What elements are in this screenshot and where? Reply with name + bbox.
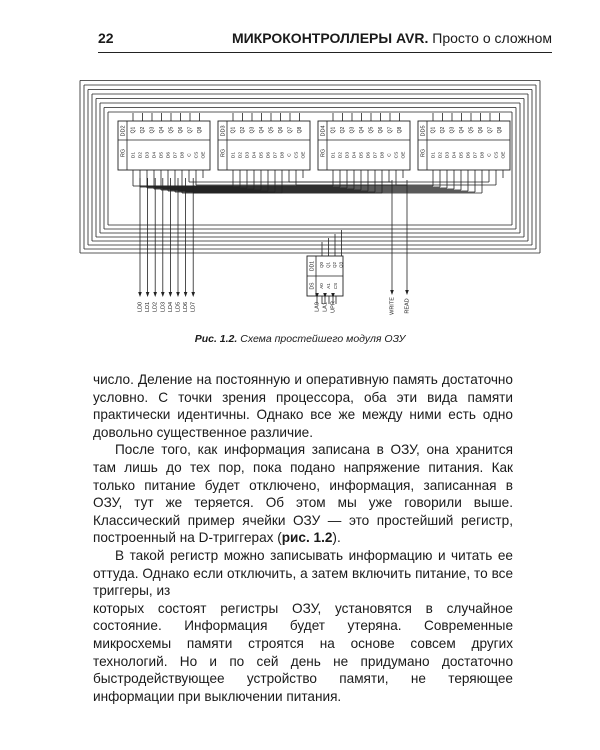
address-line-label: UPR xyxy=(330,301,337,313)
input-pin-label: D8 xyxy=(280,151,286,159)
data-line-label: LD3 xyxy=(160,301,167,313)
decoder-output-label: Q3 xyxy=(338,261,344,269)
decoder-input-label: A0 xyxy=(319,283,325,289)
output-pin-label: Q1 xyxy=(130,126,137,134)
output-pin-label: Q7 xyxy=(187,126,194,134)
output-pin-label: Q2 xyxy=(439,126,446,134)
input-pin-label: CS xyxy=(194,151,200,159)
control-line-label: READ xyxy=(404,298,411,314)
input-pin-label: D8 xyxy=(480,151,486,159)
address-line-label: LA0 xyxy=(314,302,321,312)
output-pin-label: Q3 xyxy=(249,126,256,134)
data-line-label: LD0 xyxy=(137,301,144,313)
input-pin-label: D6 xyxy=(166,151,172,159)
input-pin-label: D2 xyxy=(438,151,444,159)
input-pin-label: D7 xyxy=(473,151,479,159)
input-pin-label: D5 xyxy=(359,151,365,159)
control-line-arrow xyxy=(405,290,409,295)
output-pin-label: Q2 xyxy=(339,126,346,134)
figure-caption xyxy=(0,333,600,345)
decoder-function: DS xyxy=(309,282,316,290)
output-pin-label: Q8 xyxy=(496,126,503,134)
output-pin-label: Q8 xyxy=(296,126,303,134)
control-line-arrow xyxy=(390,290,394,295)
data-line-label: LD4 xyxy=(167,301,174,313)
output-pin-label: Q7 xyxy=(287,126,294,134)
page-number: 22 xyxy=(98,30,114,46)
book-subtitle: Просто о сложном xyxy=(432,30,552,46)
output-pin-label: Q4 xyxy=(358,126,365,134)
chip-function: RG xyxy=(320,148,327,158)
paragraph-3-continuation: которых состоят регистры ОЗУ, установятся в случайное состояние. Информация будет утеряна. Современные микросхемы памяти строятся на основе совсем других технологий. Но и по сей день не придумано достаточно быстродействующее устройство памяти, не теряющее информации при выключении питания. xyxy=(93,600,513,704)
data-line-label: LD1 xyxy=(145,301,152,313)
chip-function: RG xyxy=(420,148,427,158)
ram-module-schematic xyxy=(0,60,600,330)
output-pin-label: Q5 xyxy=(468,126,475,134)
paragraph-1: число. Деление на постоянную и оперативную память достаточно условно. С точки зрения процессора, оба эти вида памяти практически идентичны. Однако все же между ними есть одно довольно существенное различие. xyxy=(93,372,513,440)
paragraph-2-end: ). xyxy=(332,530,341,546)
input-pin-label: OE xyxy=(501,151,507,159)
decoder-input-label: A1 xyxy=(326,283,332,289)
input-pin-label: CS xyxy=(394,151,400,159)
input-pin-label: D3 xyxy=(245,151,251,159)
input-pin-label: D7 xyxy=(373,151,379,159)
book-title: МИКРОКОНТРОЛЛЕРЫ AVR. xyxy=(231,30,429,46)
data-line-label: LD2 xyxy=(152,301,159,313)
input-pin-label: D4 xyxy=(452,151,458,159)
output-pin-label: Q5 xyxy=(268,126,275,134)
data-line-label: LD7 xyxy=(190,301,197,313)
paragraph-2-text: После того, как информация записана в ОЗУ, она хранится там лишь до тех пор, пока подано напряжение питания. Как только питание будет отключено, информация, записанная в ОЗУ, тут же теряется. Об этом мы уже говорили выше. Классический пример ячейки ОЗУ — это простейший регистр, построенный на D-триггерах ( xyxy=(93,442,513,546)
data-line-arrow xyxy=(191,292,195,297)
output-pin-label: Q1 xyxy=(330,126,337,134)
output-pin-label: Q5 xyxy=(168,126,175,134)
decoder-output-label: Q2 xyxy=(332,261,338,269)
output-pin-label: Q3 xyxy=(449,126,456,134)
decoder-name: DD1 xyxy=(309,260,316,272)
address-line-label: LA1 xyxy=(322,302,329,312)
input-pin-label: C xyxy=(187,153,193,157)
output-pin-label: Q6 xyxy=(277,126,284,134)
input-pin-label: D8 xyxy=(180,151,186,159)
input-pin-label: C xyxy=(387,153,393,157)
data-line-arrow xyxy=(153,292,157,297)
paragraph-2 xyxy=(93,441,513,547)
input-pin-label: CS xyxy=(294,151,300,159)
body-text xyxy=(93,371,513,705)
input-pin-label: D4 xyxy=(252,151,258,159)
input-pin-label: D5 xyxy=(259,151,265,159)
output-pin-label: Q6 xyxy=(177,126,184,134)
output-pin-label: Q8 xyxy=(396,126,403,134)
input-pin-label: OE xyxy=(401,151,407,159)
input-pin-label: D6 xyxy=(366,151,372,159)
input-pin-label: D8 xyxy=(380,151,386,159)
chip-function: RG xyxy=(220,148,227,158)
page-header xyxy=(98,30,552,53)
input-pin-label: D1 xyxy=(331,151,337,159)
output-pin-label: Q3 xyxy=(349,126,356,134)
output-pin-label: Q6 xyxy=(377,126,384,134)
output-pin-label: Q2 xyxy=(239,126,246,134)
input-pin-label: D6 xyxy=(466,151,472,159)
output-pin-label: Q4 xyxy=(158,126,165,134)
data-line-label: LD5 xyxy=(175,301,182,313)
data-line-arrow xyxy=(169,292,173,297)
input-pin-label: CS xyxy=(494,151,500,159)
output-pin-label: Q2 xyxy=(139,126,146,134)
input-pin-label: OE xyxy=(201,151,207,159)
output-pin-label: Q7 xyxy=(487,126,494,134)
chip-name: DD2 xyxy=(120,125,127,137)
output-pin-label: Q7 xyxy=(387,126,394,134)
input-pin-label: D4 xyxy=(152,151,158,159)
input-pin-label: D7 xyxy=(273,151,279,159)
output-pin-label: Q8 xyxy=(196,126,203,134)
input-pin-label: D7 xyxy=(173,151,179,159)
input-pin-label: D2 xyxy=(238,151,244,159)
output-pin-label: Q6 xyxy=(477,126,484,134)
figure-reference: рис. 1.2 xyxy=(281,530,333,546)
output-pin-label: Q5 xyxy=(368,126,375,134)
input-pin-label: D6 xyxy=(266,151,272,159)
data-line-arrow xyxy=(138,292,142,297)
chip-function: RG xyxy=(120,148,127,158)
data-line-arrow xyxy=(176,292,180,297)
input-pin-label: D5 xyxy=(159,151,165,159)
running-title xyxy=(232,30,552,46)
input-pin-label: D1 xyxy=(131,151,137,159)
input-pin-label: D2 xyxy=(138,151,144,159)
input-pin-label: D1 xyxy=(431,151,437,159)
input-pin-label: OE xyxy=(301,151,307,159)
chip-name: DD3 xyxy=(220,125,227,137)
input-pin-label: D2 xyxy=(338,151,344,159)
input-pin-label: C xyxy=(487,153,493,157)
data-line-arrow xyxy=(146,292,150,297)
paragraph-3: В такой регистр можно записывать информацию и читать ее оттуда. Однако если отключить, а затем включить питание, то все триггеры, из xyxy=(93,547,513,599)
input-pin-label: D3 xyxy=(345,151,351,159)
data-line-arrow xyxy=(161,292,165,297)
data-line-arrow xyxy=(184,292,188,297)
decoder-input-label: CS xyxy=(333,282,339,290)
input-pin-label: D1 xyxy=(231,151,237,159)
output-pin-label: Q1 xyxy=(430,126,437,134)
figure-caption-label: Рис. 1.2. xyxy=(194,333,238,345)
data-line-label: LD6 xyxy=(183,301,190,313)
output-pin-label: Q3 xyxy=(149,126,156,134)
output-pin-label: Q1 xyxy=(230,126,237,134)
input-pin-label: D4 xyxy=(352,151,358,159)
chip-name: DD5 xyxy=(420,125,427,137)
input-pin-label: D5 xyxy=(459,151,465,159)
chip-name: DD4 xyxy=(320,125,327,137)
input-pin-label: D3 xyxy=(445,151,451,159)
decoder-output-label: Q0 xyxy=(319,261,325,269)
decoder-output-label: Q1 xyxy=(325,261,331,269)
control-line-label: WRITE xyxy=(389,297,396,315)
figure-caption-text: Схема простейшего модуля ОЗУ xyxy=(240,333,406,345)
output-pin-label: Q4 xyxy=(258,126,265,134)
input-pin-label: D3 xyxy=(145,151,151,159)
output-pin-label: Q4 xyxy=(458,126,465,134)
input-pin-label: C xyxy=(287,153,293,157)
